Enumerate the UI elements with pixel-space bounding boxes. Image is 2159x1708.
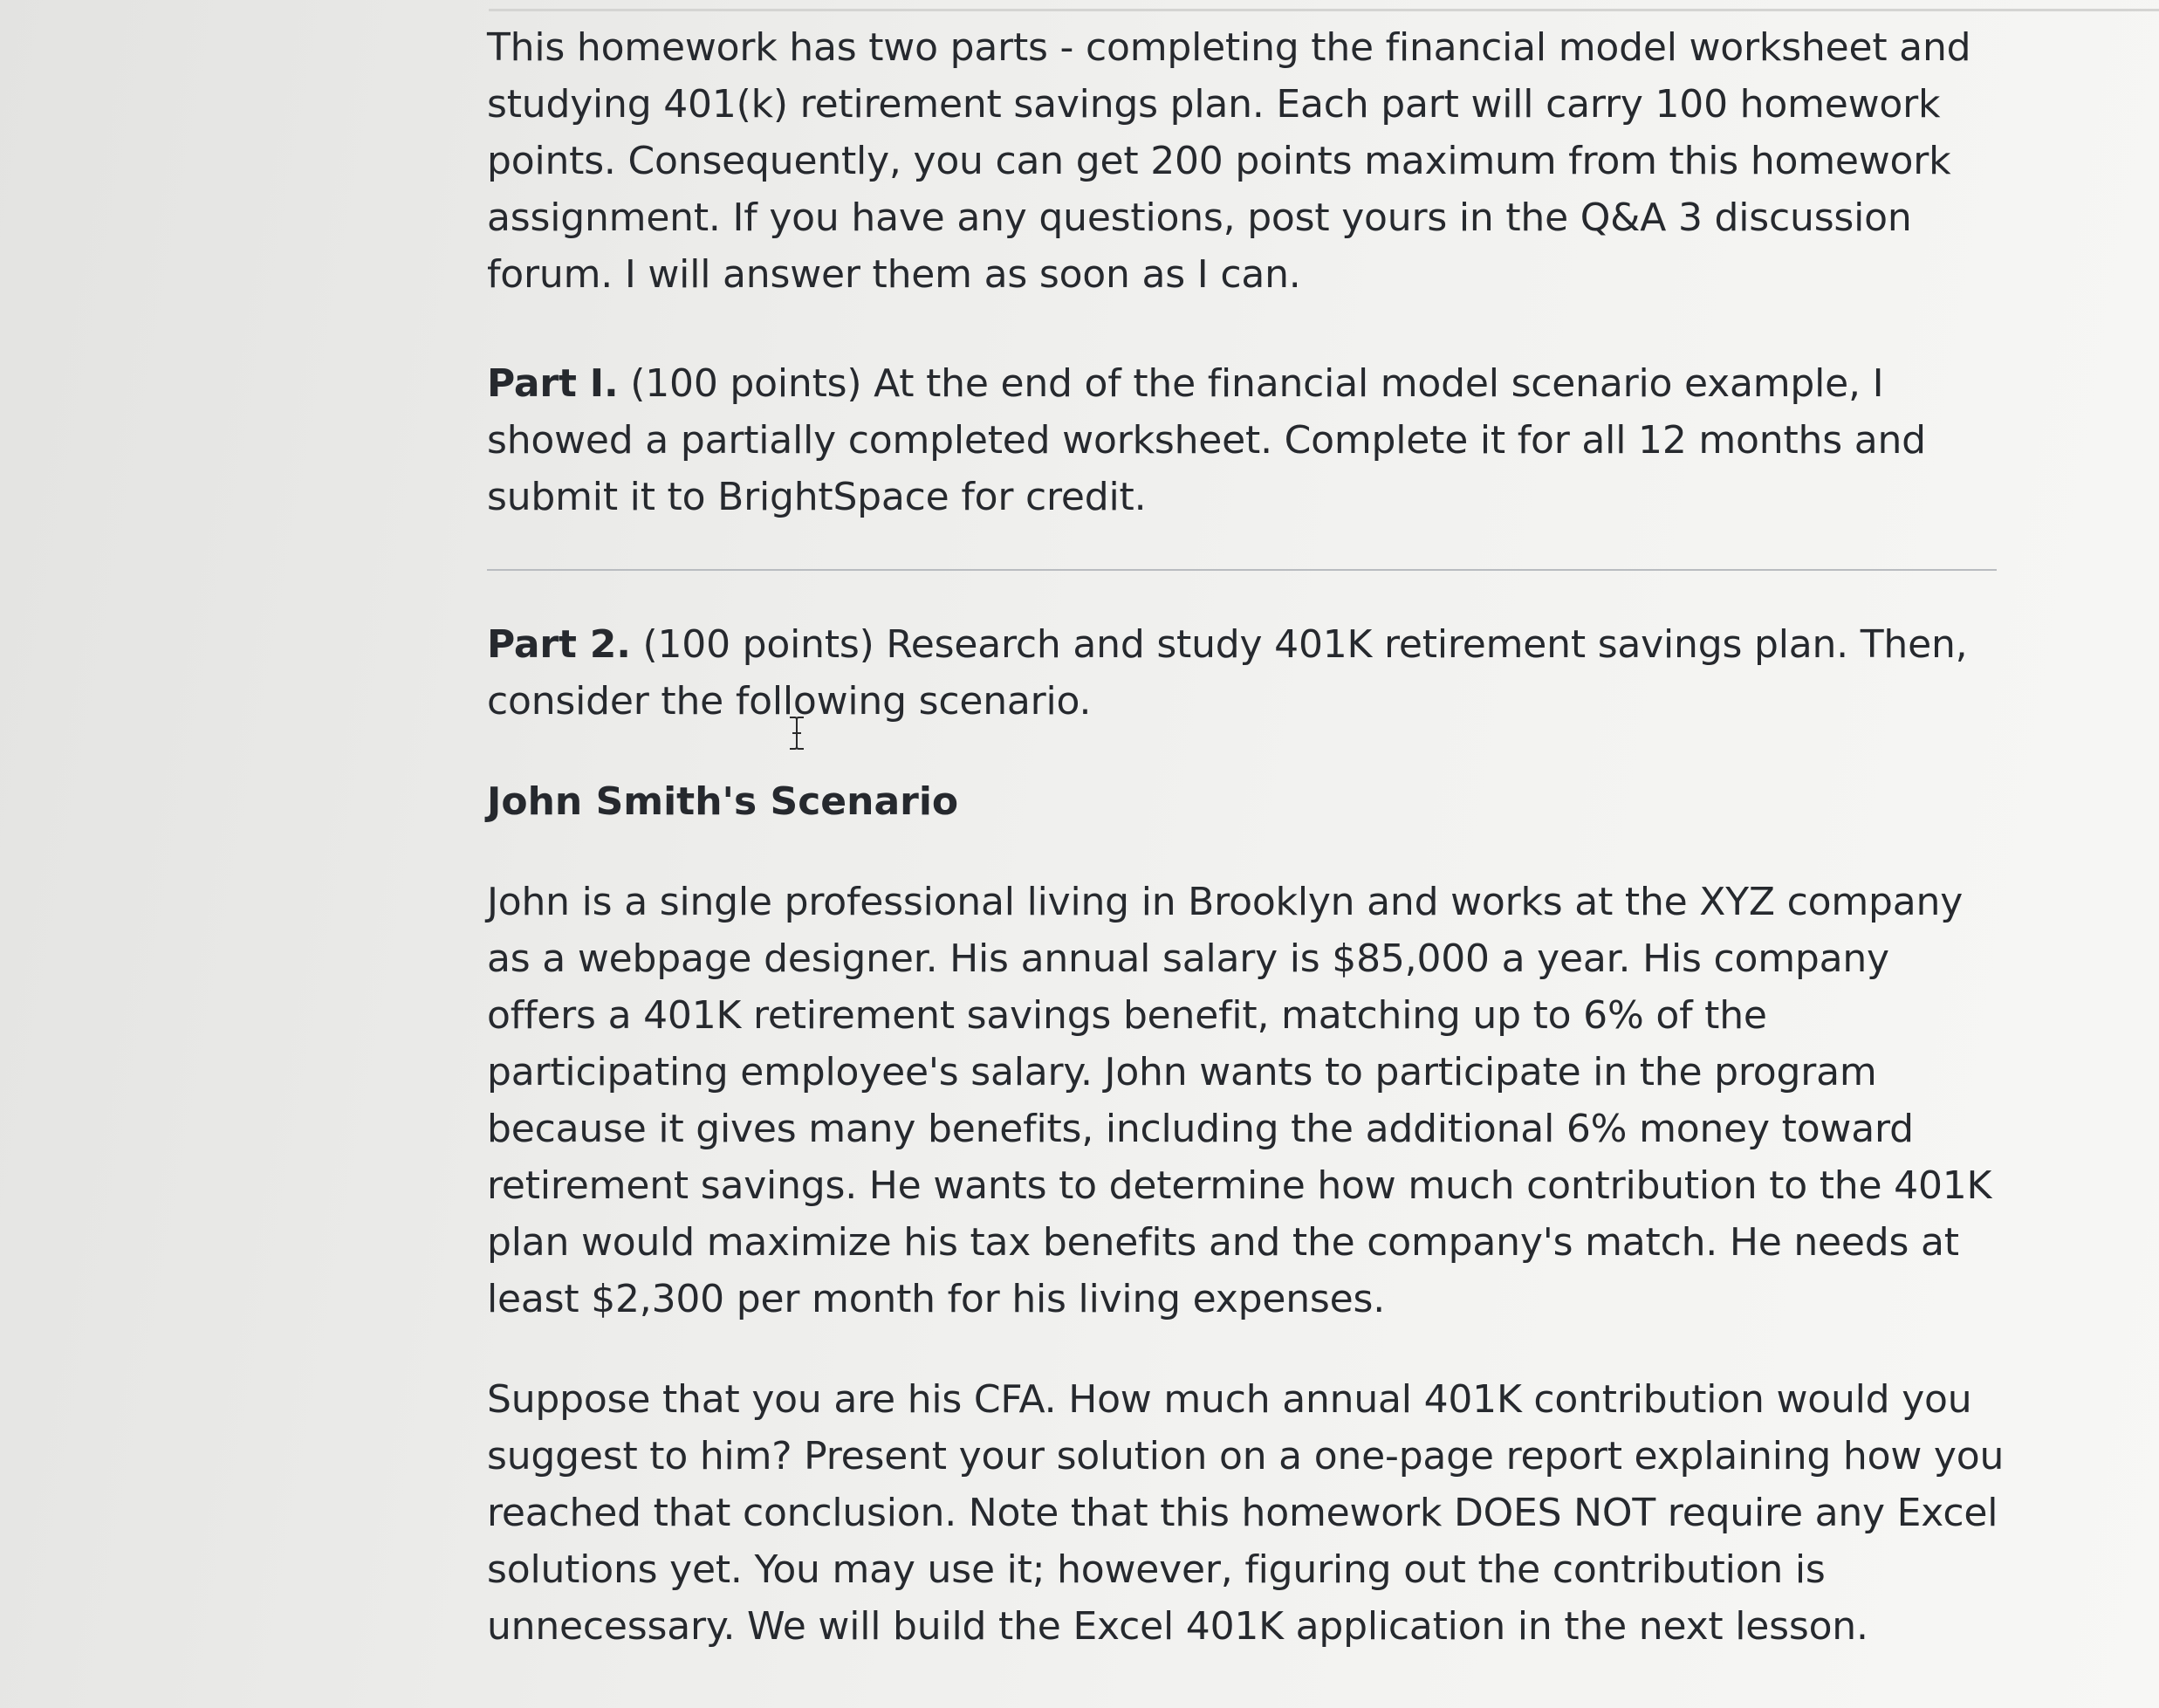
section-divider [487, 569, 1997, 571]
question-paragraph: Suppose that you are his CFA. How much annual 401K contribution would you suggest to him? Present your solution on a one-page report explaining how you reached that conclusion. Note that this homework DOES NOT require any Excel solutions yet. You may use it; however, figuring out the contribution is unnecessary. We will build the Excel 401K application in the next lesson. [487, 1377, 2005, 1649]
part2-paragraph [487, 616, 2005, 730]
part2-label: Part 2. [487, 622, 631, 667]
part2-text: (100 points) Research and study 401K retirement savings plan. Then, consider the following scenario. [487, 622, 1968, 724]
scenario-paragraph: John is a single professional living in Brooklyn and works at the XYZ company as a webpage designer. His annual salary is $85,000 a year. His company offers a 401K retirement savings benefit, matching up to 6% of the participating employee's salary. John wants to participate in the program because it gives many benefits, including the additional 6% money toward retirement savings. He wants to determine how much contribution to the 401K plan would maximize his tax benefits and the company's match. He needs at least $2,300 per month for his living expenses. [487, 880, 1992, 1321]
intro-paragraph: This homework has two parts - completing the financial model worksheet and studying 401(k) retirement savings plan. Each part will carry 100 homework points. Consequently, you can get 200 points maximum from this homework assignment. If you have any questions, post yours in the Q&A 3 discussion forum. I will answer them as soon as I can. [487, 25, 1971, 297]
assignment-content [487, 19, 2005, 1655]
part1-text: (100 points) At the end of the financial model scenario example, I showed a partially completed worksheet. Complete it for all 12 months and submit it to BrightSpace for credit. [487, 361, 1926, 519]
part1-paragraph [487, 355, 2005, 525]
part1-label: Part I. [487, 361, 619, 406]
top-divider [489, 9, 2159, 11]
text-cursor-icon [787, 716, 806, 751]
scenario-heading: John Smith's Scenario [487, 779, 959, 824]
